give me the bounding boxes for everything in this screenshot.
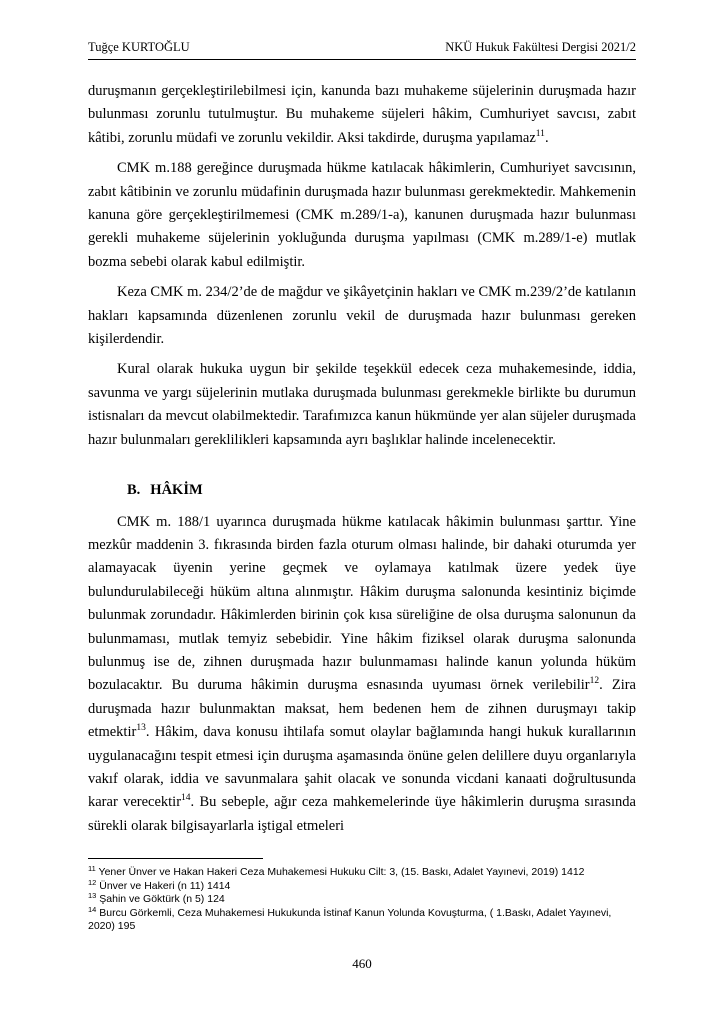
paragraph-1-text: duruşmanın gerçekleştirilebilmesi için, kanunda bazı muhakeme süjelerinin duruşmada hazır bulunması zorunlu tutulmuştur. Bu muhakeme süjeleri hâkim, Cumhuriyet savcısı, zabıt kâtibi, zorunlu müdafi ve zorunlu vekildir. Aksi takdirde, duruşma yapılamaz	[88, 83, 636, 146]
footnote-text: Ünver ve Hakeri (n 11) 1414	[96, 879, 231, 892]
paragraph-5-part-c: . Hâkim, dava konusu ihtilafa somut olaylar bağlamında hangi hukuk kurallarının uygulanacağını tespit etmesi için duruşma aşamasında önüne gelen delillere duyu organlarıyla vakıf olarak, iddia ve savunmalara şahit olacak ve sonunda vicdani kanaati doğrultusunda karar verecektir	[88, 724, 636, 811]
footnote-ref-13[interactable]: 13	[136, 723, 146, 734]
footnote-text: Burcu Görkemli, Ceza Muhakemesi Hukukunda İstinaf Kanun Yolunda Kovuşturma, ( 1.Baskı, Adalet Yayınevi, 2020) 195	[88, 906, 612, 933]
section-heading-letter: B.	[127, 482, 141, 499]
footnote-text: Yener Ünver ve Hakan Hakeri Ceza Muhakemesi Hukuku Cilt: 3, (15. Baskı, Adalet Yayınevi, 2019) 1412	[95, 866, 585, 878]
paragraph-5-part-d: . Bu sebeple, ağır ceza mahkemelerinde üye hâkimlerin duruşma sırasında sürekli olarak bilgisayarlarla iştigal etmeleri	[88, 794, 636, 834]
header-rule	[88, 59, 636, 60]
paragraph-3: Keza CMK m. 234/2’de de mağdur ve şikâyetçinin hakları ve CMK m.239/2’de katılanın hakları kapsamında düzenlenen zorunlu vekil de duruşmada hazır bulunması gereken kişilerdendir.	[88, 284, 636, 348]
footnote-separator	[88, 858, 263, 859]
footnote-number: 12	[88, 877, 97, 887]
footnote-text: Şahin ve Göktürk (n 5) 124	[96, 893, 225, 906]
footnote-ref-12[interactable]: 12	[589, 676, 600, 687]
page-number: 460	[352, 956, 372, 971]
footnote-number: 11	[88, 864, 96, 873]
paragraph-4: Kural olarak hukuka uygun bir şekilde teşekkül edecek ceza muhakemesinde, iddia, savunma ve yargı süjelerinin mutlaka duruşmada bulunması gerekmekle birlikte bu durumun istisnaları da mevcut olabilmektedir. Tarafımızca kanun hükmünde yer alan süjeler duruşmada hazır bulunmaları gereklilikleri kapsamında ayrı başlıklar halinde incelenecektir.	[88, 361, 636, 448]
footnotes	[88, 866, 636, 934]
section-heading-title: HÂKİM	[150, 482, 203, 499]
header-journal: NKÜ Hukuk Fakültesi Dergisi 2021/2	[445, 40, 636, 54]
paragraph-2: CMK m.188 gereğince duruşmada hükme katılacak hâkimlerin, Cumhuriyet savcısının, zabıt kâtibinin ve zorunlu müdafinin duruşmada hazır bulunması gerekmektedir. Mahkemenin kanuna göre gerçekleştirilmemesi (CMK m.289/1-a), kanunen duruşmada hazır bulunması gerekli muhakeme süjelerinin yokluğunda duruşma yapılması (CMK m.289/1-e) mutlak bozma sebebi olarak kabul edilmiştir.	[88, 160, 636, 270]
paragraph-1	[88, 80, 636, 150]
paragraph-5-part-b: . Zira duruşmada hazır bulunmaktan maksat, hem bedenen hem de zihnen duruşmayı takip etmektir	[88, 677, 636, 741]
main-text	[88, 80, 636, 845]
footnote-ref-14[interactable]: 14	[181, 793, 191, 804]
section-heading	[127, 479, 636, 502]
paragraph-5	[88, 511, 636, 839]
footnote-number: 13	[88, 891, 97, 901]
footnote-ref-11[interactable]: 11	[535, 128, 545, 139]
footnote-14	[88, 904, 636, 934]
paragraph-5-part-a: CMK m. 188/1 uyarınca duruşmada hükme katılacak hâkimin bulunması şarttır. Yine mezkûr maddenin 3. fıkrasında birden fazla oturum olması halinde, bir dahaki oturumda yer alamayacak üyenin yerine geçmek ve oylamaya katılmak üzere yedek üye bulundurulabileceği hüküm altına alınmıştır. Hâkim duruşma salonunda kesintiniz biçimde bulunmak zorundadır. Hâkimlerden birinin çok kısa süreliğine de olsa duruşma salonunun da bulunmaması, mutlak temyiz sebebidir. Yine hâkim fiziksel olarak duruşma salonunda bulunmuş ise de, zihnen duruşmada hazır bulunmaması halinde kanun yolunda hüküm bozulacaktır. Bu duruma hâkimin duruşma esnasında uyuması örnek verilebilir	[88, 513, 636, 694]
running-header	[88, 40, 636, 58]
footnote-13	[88, 893, 636, 907]
footnote-number: 14	[88, 904, 97, 914]
footnote-12	[88, 877, 636, 894]
paragraph-1-end: .	[544, 129, 549, 146]
header-author: Tuğçe KURTOĞLU	[88, 40, 190, 54]
footnote-11	[88, 866, 636, 880]
